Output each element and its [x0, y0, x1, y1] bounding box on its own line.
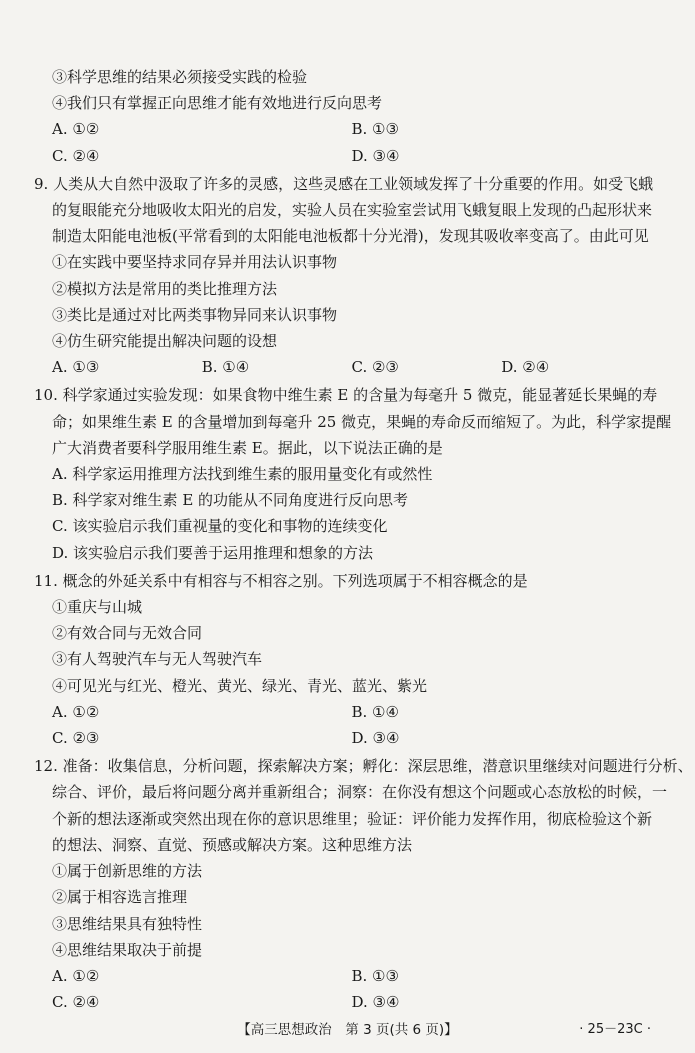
q8-option-a: A. ①② [52, 120, 100, 139]
q11-option-c: C. ②③ [52, 729, 100, 748]
q9-item-3: ③类比是通过对比两类事物异同来认识事物 [52, 305, 338, 324]
q11-options-row-2 [52, 725, 651, 751]
q11-item-3: ③有人驾驶汽车与无人驾驶汽车 [52, 650, 263, 669]
q8-item-3: ③科学思维的结果必须接受实践的检验 [52, 68, 308, 86]
q8-option-c: C. ②④ [52, 146, 100, 165]
q12-stem-line-1: 12. 准备：收集信息，分析问题，探索解决方案；孵化：深层思维，潜意识里继续对问题进行分析、 [34, 757, 693, 776]
q10-option-a: A. 科学家运用推理方法找到维生素的服用量变化有或然性 [52, 465, 433, 484]
q11-options-row-1 [52, 699, 651, 725]
q9-options [52, 354, 651, 380]
q10-stem-line-1: 10. 科学家通过实验发现：如果食物中维生素 E 的含量为每毫升 5 微克，能显著延长果蝇的寿 [34, 386, 658, 405]
question-8-tail [52, 64, 651, 169]
footer-page-info: 【高三思想政治 第 3 页(共 6 页)】 [237, 1022, 458, 1038]
q9-stem-line-2: 的复眼能充分地吸收太阳光的启发，实验人员在实验室尝试用飞蛾复眼上发现的凸起形状来 [52, 201, 653, 220]
q12-stem-line-4: 的想法、洞察、直觉、预感或解决方案。这种思维方法 [52, 835, 413, 854]
q12-option-a: A. ①② [52, 966, 100, 985]
q12-option-c: C. ②④ [52, 993, 100, 1012]
q8-option-b: B. ①③ [351, 120, 399, 139]
q8-options-row-2 [52, 143, 651, 169]
q11-option-d: D. ③④ [351, 729, 400, 748]
q9-stem-line-1: 9. 人类从大自然中汲取了许多的灵感，这些灵感在工业领域发挥了十分重要的作用。如受飞蛾 [34, 174, 654, 193]
q8-option-d: D. ③④ [351, 146, 400, 165]
q9-item-4: ④仿生研究能提出解决问题的设想 [52, 332, 278, 351]
q12-item-4: ④思维结果取决于前提 [52, 940, 203, 959]
q12-options-row-2 [52, 989, 651, 1015]
q9-option-d: D. ②④ [501, 358, 550, 377]
q12-item-1: ①属于创新思维的方法 [52, 862, 203, 881]
q8-item-4: ④我们只有掌握正向思维才能有效地进行反向思考 [52, 94, 383, 113]
q11-option-a: A. ①② [52, 702, 100, 721]
footer-exam-code: · 25－23C · [579, 1022, 651, 1037]
q10-option-c: C. 该实验启示我们重视量的变化和事物的连续变化 [52, 517, 388, 536]
q11-stem-line-1: 11. 概念的外延关系中有相容与不相容之别。下列选项属于不相容概念的是 [34, 571, 528, 590]
question-9 [34, 171, 654, 381]
q9-item-2: ②模拟方法是常用的类比推理方法 [52, 279, 278, 298]
q11-item-1: ①重庆与山城 [52, 598, 143, 617]
q8-options-row-1 [52, 116, 651, 142]
q12-item-2: ②属于相容选言推理 [52, 888, 188, 907]
q12-stem-line-2: 综合、评价，最后将问题分离并重新组合；洞察：在你没有想这个问题或心态放松的时候，一 [52, 783, 668, 802]
question-12 [34, 753, 693, 1015]
q12-item-3: ③思维结果具有独特性 [52, 914, 203, 933]
q9-item-1: ①在实践中要坚持求同存异并用法认识事物 [52, 253, 338, 272]
q12-option-d: D. ③④ [351, 993, 400, 1012]
q10-stem-line-3: 广大消费者要科学服用维生素 E。据此，以下说法正确的是 [52, 438, 443, 457]
q9-option-c: C. ②③ [351, 358, 399, 377]
q9-option-b: B. ①④ [201, 358, 250, 377]
q9-stem-line-3: 制造太阳能电池板(平常看到的太阳能电池板都十分光滑)，发现其吸收率变高了。由此可见 [52, 227, 649, 246]
q12-options-row-1 [52, 963, 651, 989]
q10-option-d: D. 该实验启示我们要善于运用推理和想象的方法 [52, 543, 374, 562]
question-11 [34, 568, 651, 751]
question-10 [34, 382, 672, 565]
q11-item-4: ④可见光与红光、橙光、黄光、绿光、青光、蓝光、紫光 [52, 676, 428, 695]
q11-option-b: B. ①④ [351, 702, 399, 721]
q10-stem-line-2: 命；如果维生素 E 的含量增加到每毫升 25 微克，果蝇的寿命反而缩短了。为此，科学家提醒 [52, 412, 672, 431]
q9-option-a: A. ①③ [52, 358, 100, 377]
q12-option-b: B. ①③ [351, 966, 399, 985]
q11-item-2: ②有效合同与无效合同 [52, 624, 203, 643]
q10-option-b: B. 科学家对维生素 E 的功能从不同角度进行反向思考 [52, 491, 409, 510]
q12-stem-line-3: 个新的想法逐渐或突然出现在你的意识思维里；验证：评价能力发挥作用，彻底检验这个新 [52, 809, 653, 828]
